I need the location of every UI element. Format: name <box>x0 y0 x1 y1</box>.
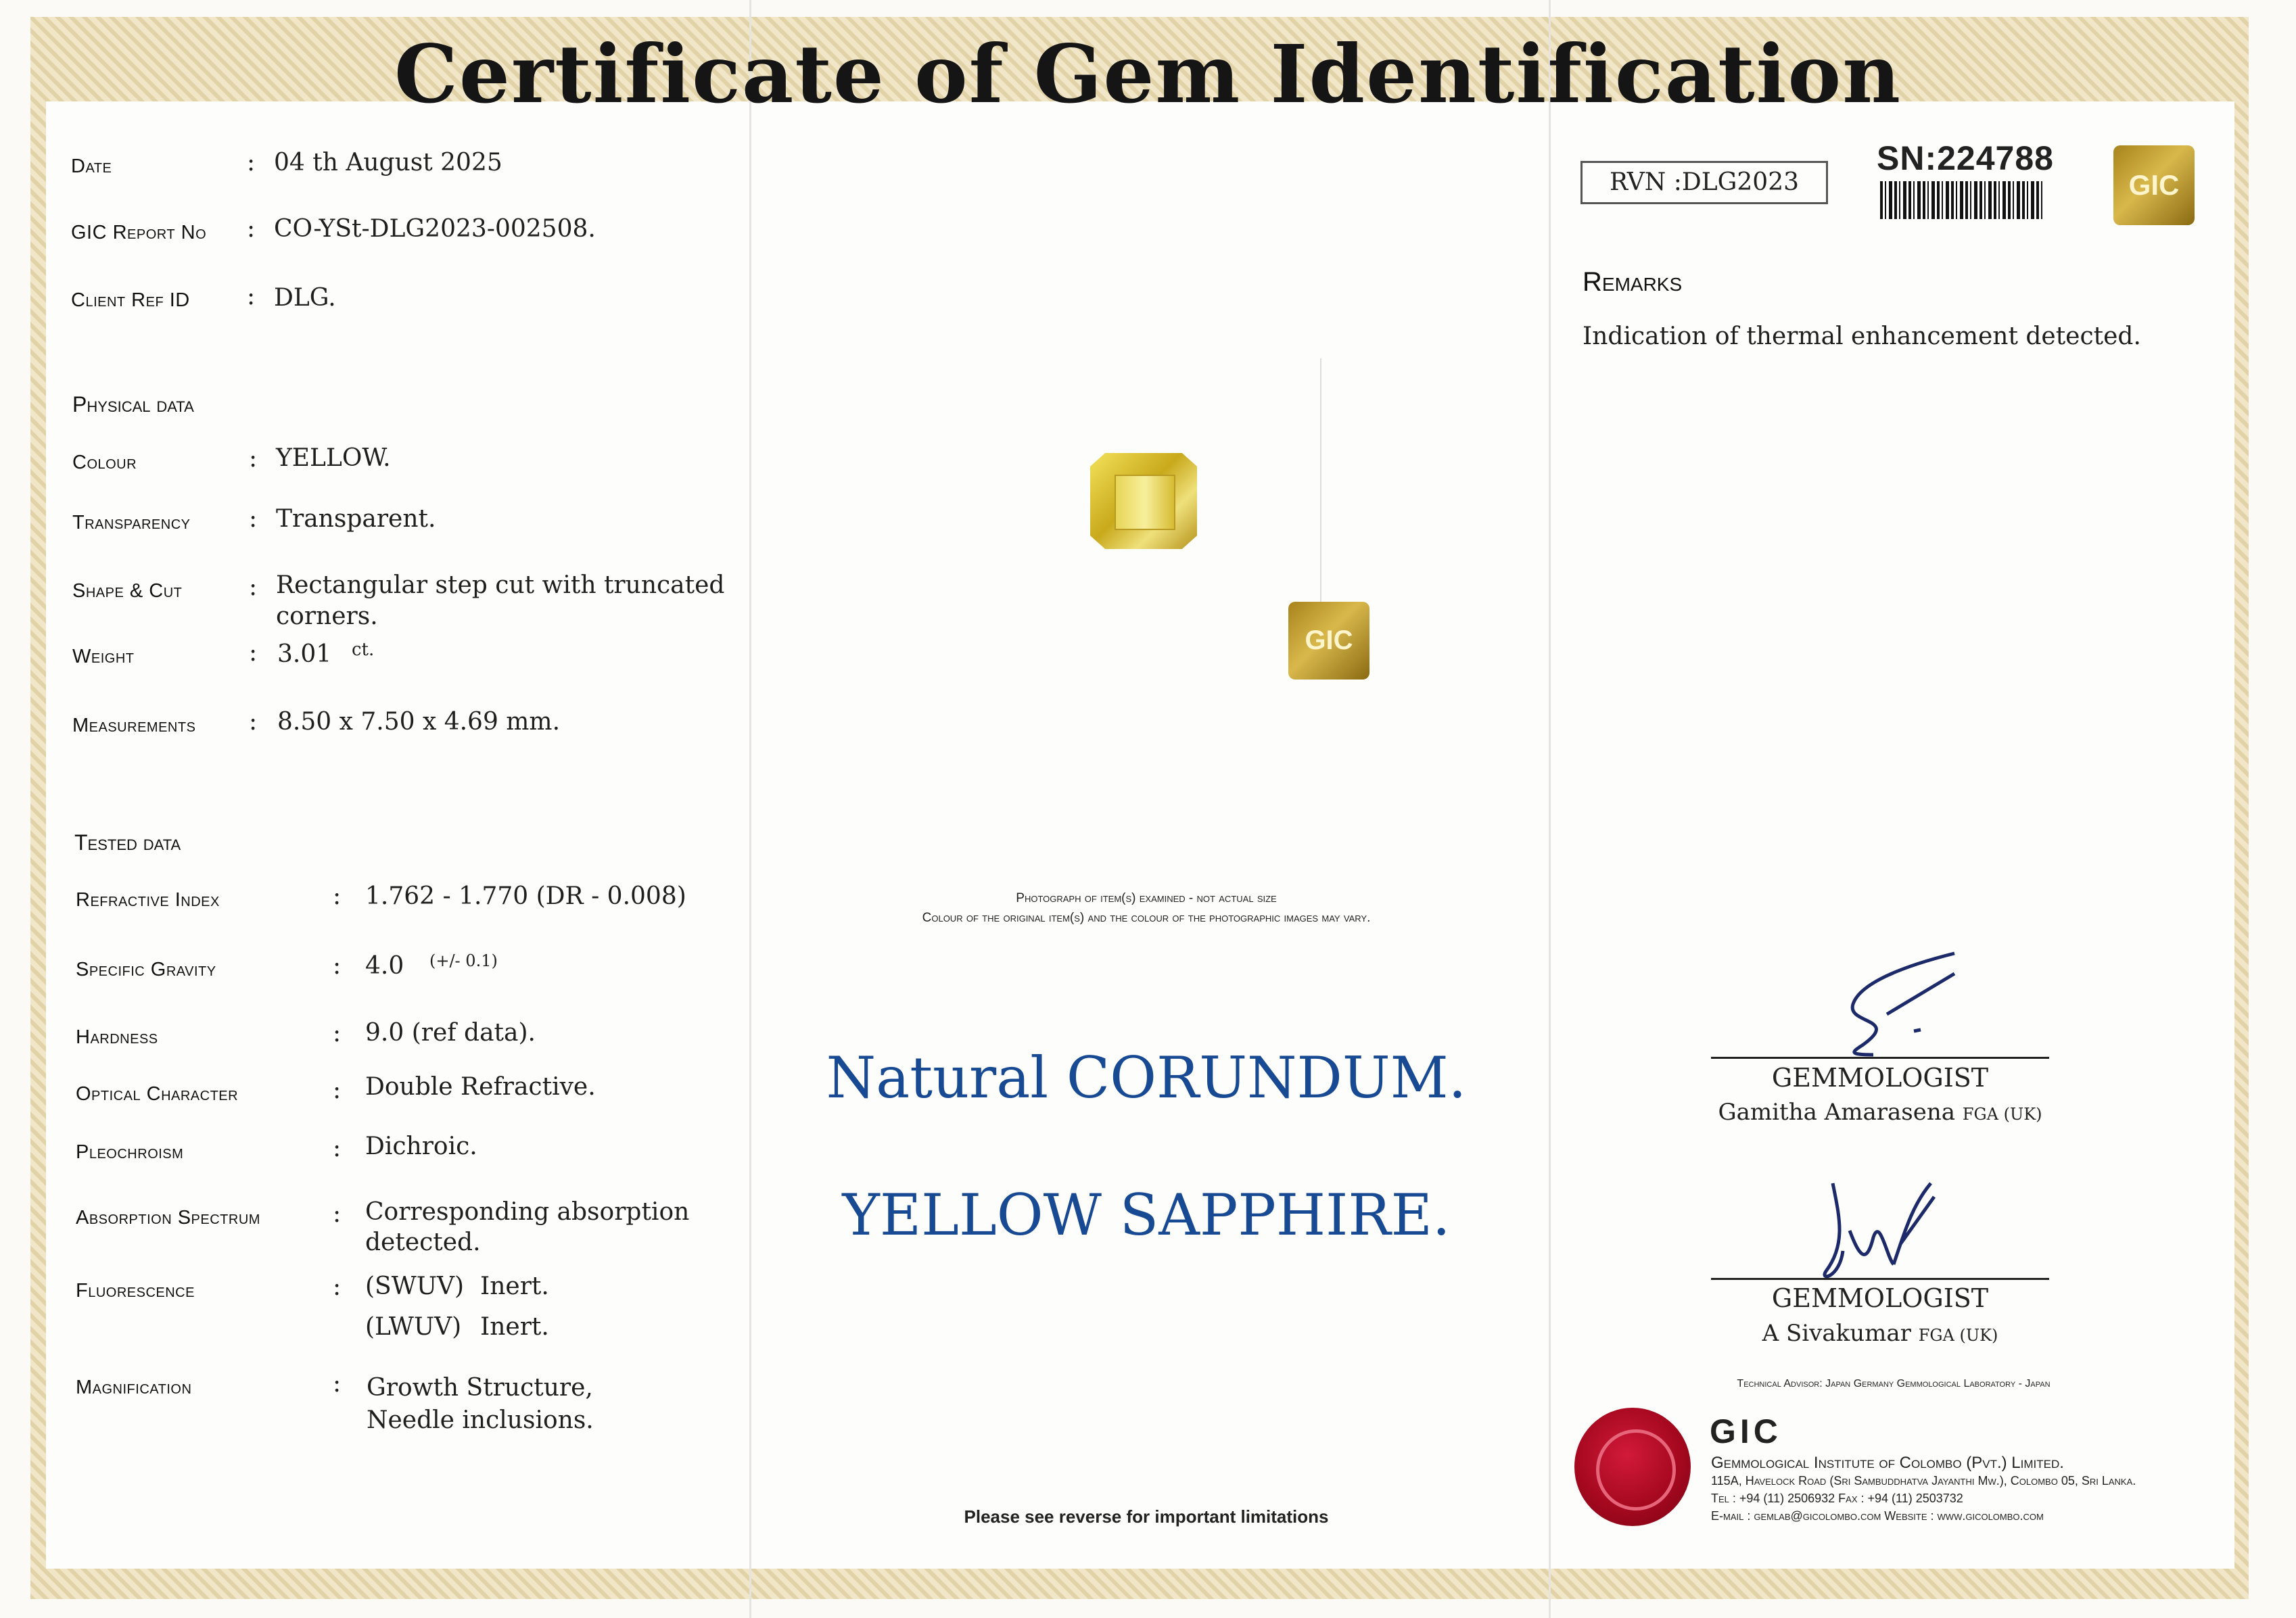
fluorescence-sw-value: Inert. <box>480 1272 549 1300</box>
gemstone-photo <box>1090 453 1197 549</box>
report-value: CO-YSt-DLG2023-002508. <box>274 215 596 243</box>
measurements-label: Measurements <box>72 715 196 736</box>
client-label: Client Ref ID <box>71 289 190 311</box>
identity-species: Natural CORUNDUM. <box>826 1045 1467 1111</box>
ri-value: 1.762 - 1.770 (DR - 0.008) <box>365 882 686 910</box>
date-label: Date <box>71 156 112 177</box>
fold-line <box>749 0 751 1618</box>
shape-label: Shape & Cut <box>72 580 183 602</box>
colour-label: Colour <box>72 452 137 473</box>
org-address: 115A, Havelock Road (Sri Sambuddhatva Jayanthi Mw.), Colombo 05, Sri Lanka. <box>1711 1474 2136 1488</box>
org-contact: E-mail : gemlab@gicolombo.com Website : www.gicolombo.com <box>1711 1509 2044 1523</box>
magnification-label: Magnification <box>76 1377 192 1398</box>
sg-value: 4.0 <box>365 952 404 980</box>
identity-variety: YELLOW SAPPHIRE. <box>842 1182 1451 1248</box>
signature-1 <box>1799 943 1961 1065</box>
barcode <box>1880 181 2042 219</box>
limitations-note: Please see reverse for important limitations <box>964 1506 1329 1527</box>
magnification-value: Growth Structure, <box>367 1374 593 1402</box>
signature-line-1 <box>1711 1057 2049 1059</box>
measurements-value: 8.50 x 7.50 x 4.69 mm. <box>277 708 561 736</box>
fluorescence-lw: (LWUV) <box>365 1313 462 1341</box>
gemmologist-name-1: Gamitha Amarasena FGA (UK) <box>1718 1099 2042 1126</box>
photo-note: Photograph of item(s) examined - not actual size <box>1016 891 1277 905</box>
gemmologist-title-1: GEMMOLOGIST <box>1771 1063 1989 1093</box>
rvn-box: RVN :DLG2023 <box>1580 161 1828 204</box>
gic-hologram-logo: GIC <box>2113 145 2195 225</box>
remarks-text: Indication of thermal enhancement detected. <box>1583 323 2141 350</box>
pleochroism-label: Pleochroism <box>76 1141 184 1163</box>
technical-advisor: Technical Advisor: Japan Germany Gemmological Laboratory - Japan <box>1737 1378 2051 1389</box>
report-label: GIC Report No <box>71 222 207 243</box>
absorption-label: Absorption Spectrum <box>76 1207 260 1229</box>
pleochroism-value: Dichroic. <box>365 1133 477 1160</box>
signature-line-2 <box>1711 1278 2049 1280</box>
serial-number: SN:224788 <box>1877 139 2054 177</box>
absorption-value-cont: detected. <box>365 1229 481 1256</box>
sg-tolerance: (+/- 0.1) <box>429 951 498 970</box>
optical-label: Optical Character <box>76 1083 239 1105</box>
sg-label: Specific Gravity <box>76 959 216 980</box>
absorption-value: Corresponding absorption <box>365 1198 690 1226</box>
shape-value: Rectangular step cut with truncated <box>276 571 725 599</box>
hardness-label: Hardness <box>76 1026 158 1048</box>
colour-value: YELLOW. <box>276 444 391 472</box>
weight-value: 3.01 <box>277 640 332 668</box>
weight-label: Weight <box>72 646 135 667</box>
tested-heading: Tested data <box>74 830 181 855</box>
certificate-title: Certificate of Gem Identification <box>394 27 1902 121</box>
fold-line <box>1549 0 1551 1618</box>
remarks-heading: Remarks <box>1583 267 1683 297</box>
shape-value-cont: corners. <box>276 602 378 630</box>
hardness-value: 9.0 (ref data). <box>365 1019 536 1047</box>
gic-wordmark: GIC <box>1710 1412 1782 1450</box>
date-value: 04 th August 2025 <box>274 149 502 176</box>
client-value: DLG. <box>274 284 336 312</box>
ri-label: Refractive Index <box>76 889 220 911</box>
photo-note-colour: Colour of the original item(s) and the colour of the photographic images may vary. <box>922 911 1371 925</box>
optical-value: Double Refractive. <box>365 1073 596 1101</box>
fluorescence-sw: (SWUV) <box>365 1272 465 1300</box>
org-name: Gemmological Institute of Colombo (Pvt.) Limited. <box>1711 1454 2064 1472</box>
signature-2 <box>1812 1163 1948 1285</box>
fluorescence-label: Fluorescence <box>76 1280 195 1302</box>
fluorescence-lw-value: Inert. <box>480 1313 549 1341</box>
transparency-value: Transparent. <box>276 505 436 533</box>
physical-heading: Physical data <box>72 392 194 417</box>
gemmologist-title-2: GEMMOLOGIST <box>1771 1283 1989 1313</box>
weight-unit: ct. <box>352 640 375 660</box>
transparency-label: Transparency <box>72 512 191 533</box>
wax-seal <box>1574 1408 1691 1526</box>
org-phone: Tel : +94 (11) 2506932 Fax : +94 (11) 2503732 <box>1711 1492 1963 1505</box>
magnification-value-cont: Needle inclusions. <box>367 1406 594 1434</box>
gic-hologram-logo: GIC <box>1288 602 1369 680</box>
gemmologist-name-2: A Sivakumar FGA (UK) <box>1762 1320 1998 1347</box>
